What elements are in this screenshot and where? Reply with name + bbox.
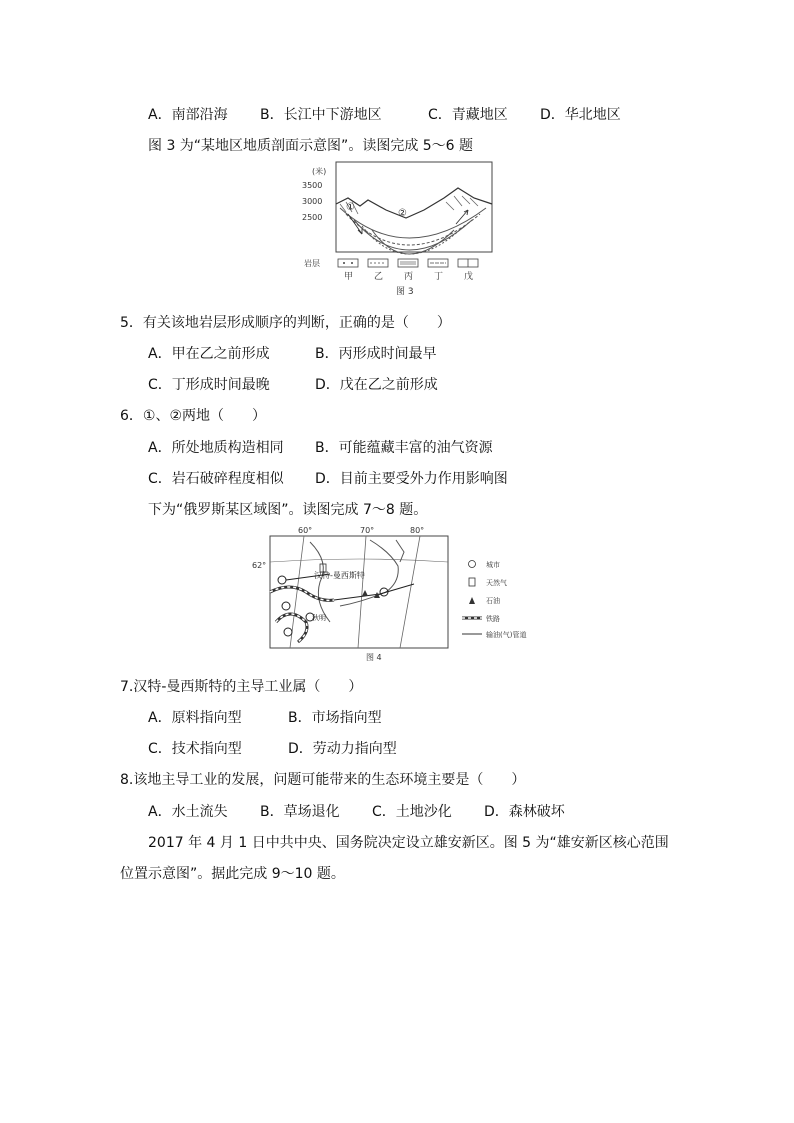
fig4-legend-gas: 天然气 [486,579,507,587]
fig3-unit: (米) [312,167,327,176]
figure-4-russia-map [250,522,550,665]
q7-option-a: A．原料指向型 [148,710,242,726]
q4-option-a: A．南部沿海 [148,107,228,123]
fig3-layer-ding: 丁 [434,272,444,282]
q7-option-d: D．劳动力指向型 [288,741,397,757]
fig4-legend-city: 城市 [486,561,500,569]
fig4-legend-oil: 石油 [486,597,500,605]
fig3-ytick-3500: 3500 [302,181,323,190]
fig3-ytick-3000: 3000 [302,197,323,206]
fig4-lon-60: 60° [298,526,313,535]
q8-option-a: A．水土流失 [148,804,228,820]
q6-option-c: C．岩石破碎程度相似 [148,471,284,487]
figure-3-geologic-section [296,158,496,300]
fig3-marker-1: ① [346,202,355,213]
fig4-city-khanty: 汉特-曼西斯特 [314,571,365,580]
q9-intro-line1: 2017 年 4 月 1 日中共中央、国务院决定设立雄安新区。图 5 为“雄安新区核心范围 [148,835,669,851]
fig3-layer-wu: 戊 [464,272,474,282]
fig3-marker-2: ② [398,208,407,219]
fig3-legend-label: 岩层 [304,259,320,268]
q5-option-d: D．戊在乙之前形成 [315,377,438,393]
q6-option-d: D．目前主要受外力作用影响图 [315,471,508,487]
fig4-lat-62: 62° [252,561,267,570]
q4-option-c: C．青藏地区 [428,107,508,123]
fig4-intro: 下为“俄罗斯某区域图”。读图完成 7～8 题。 [148,502,428,518]
q8-option-d: D．森林破坏 [484,804,565,820]
q7-option-c: C．技术指向型 [148,741,242,757]
q8-stem: 8.该地主导工业的发展，问题可能带来的生态环境主要是（ ） [120,772,526,788]
q8-option-b: B．草场退化 [260,804,340,820]
fig4-legend-rail: 铁路 [486,615,500,623]
q4-option-b: B．长江中下游地区 [260,107,382,123]
fig3-ytick-2500: 2500 [302,213,323,222]
q7-stem: 7.汉特-曼西斯特的主导工业属（ ） [120,679,363,695]
q7-option-b: B．市场指向型 [288,710,382,726]
q5-option-b: B．丙形成时间最早 [315,346,437,362]
q6-option-b: B．可能蕴藏丰富的油气资源 [315,440,493,456]
fig4-city-tyumen: 秋明 [312,614,326,622]
fig3-caption: 图 3 [396,287,414,297]
fig4-caption: 图 4 [366,653,382,662]
fig3-intro: 图 3 为“某地区地质剖面示意图”。读图完成 5～6 题 [148,138,474,154]
fig4-legend-pipeline: 输油(气)管道 [486,631,527,639]
q5-option-a: A．甲在乙之前形成 [148,346,270,362]
fig3-layer-bing: 丙 [404,272,414,282]
q5-option-c: C．丁形成时间最晚 [148,377,270,393]
fig3-layer-yi: 乙 [374,272,384,282]
q5-stem: 5．有关该地岩层形成顺序的判断，正确的是（ ） [120,315,451,331]
q9-intro-line2: 位置示意图”。据此完成 9～10 题。 [120,866,345,882]
q6-option-a: A．所处地质构造相同 [148,440,284,456]
q8-option-c: C．土地沙化 [372,804,452,820]
q4-option-d: D．华北地区 [540,107,621,123]
fig4-lon-80: 80° [410,526,425,535]
q6-stem: 6．①、②两地（ ） [120,408,267,424]
fig4-lon-70: 70° [360,526,375,535]
fig3-layer-jia: 甲 [344,272,354,282]
